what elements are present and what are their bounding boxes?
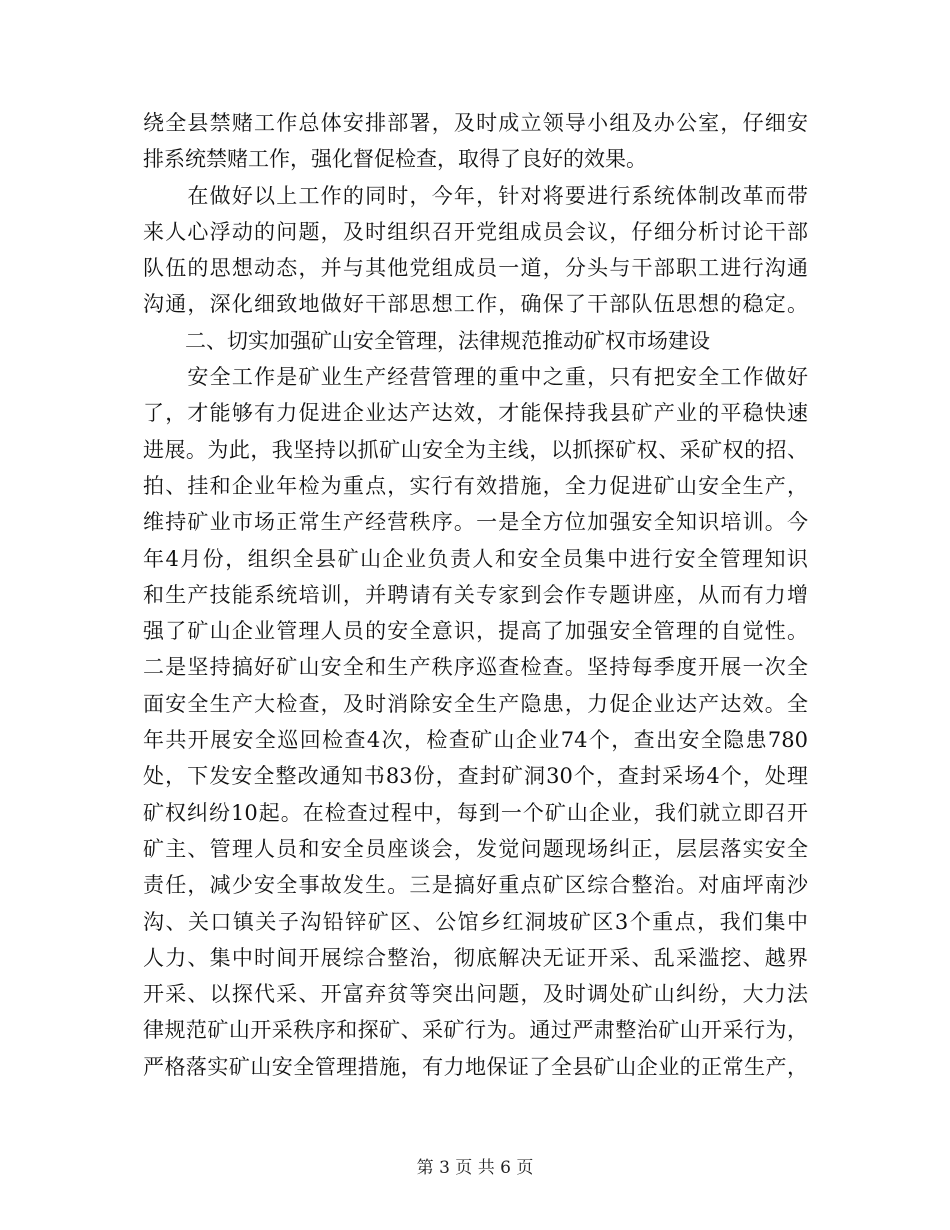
text-line: 年共开展安全巡回检查4次，检查矿山企业74个，查出安全隐患780 [143, 728, 808, 753]
text-line: 人力、集中时间开展综合整治，彻底解决无证开采、乱采滥挖、越界 [143, 945, 808, 970]
text-line: 责任，减少安全事故发生。三是搞好重点矿区综合整治。对庙坪南沙 [143, 873, 808, 898]
text-line: 矿权纠纷10起。在检查过程中，每到一个矿山企业，我们就立即召开 [143, 800, 808, 825]
text-line: 在做好以上工作的同时，今年，针对将要进行系统体制改革而带 [143, 183, 808, 208]
body-text [143, 105, 808, 1085]
text-line: 绕全县禁赌工作总体安排部署，及时成立领导小组及办公室，仔细安 [143, 111, 808, 135]
text-line: 开采、以探代采、开富弃贫等突出问题，及时调处矿山纠纷，大力法 [143, 982, 808, 1007]
text-line: 安全工作是矿业生产经营管理的重中之重，只有把安全工作做好 [143, 365, 808, 390]
text-line: 律规范矿山开采秩序和探矿、采矿行为。通过严肃整治矿山开采行为， [143, 1018, 808, 1043]
text-line: 来人心浮动的问题，及时组织召开党组成员会议，仔细分析讨论干部 [143, 219, 808, 244]
page-footer: 第 3 页 共 6 页 [416, 1158, 534, 1178]
text-line: 维持矿业市场正常生产经营秩序。一是全方位加强安全知识培训。今 [143, 510, 808, 535]
text-line: 强了矿山企业管理人员的安全意识，提高了加强安全管理的自觉性。 [143, 619, 808, 644]
text-line: 严格落实矿山安全管理措施，有力地保证了全县矿山企业的正常生产， [143, 1054, 808, 1079]
text-line: 进展。为此，我坚持以抓矿山安全为主线，以抓探矿权、采矿权的招、 [143, 437, 808, 462]
text-line: 队伍的思想动态，并与其他党组成员一道，分头与干部职工进行沟通 [143, 256, 808, 281]
text-line: 了，才能够有力促进企业达产达效，才能保持我县矿产业的平稳快速 [143, 401, 808, 426]
text-line: 二是坚持搞好矿山安全和生产秩序巡查检查。坚持每季度开展一次全 [143, 655, 808, 680]
text-line: 拍、挂和企业年检为重点，实行有效措施，全力促进矿山安全生产， [143, 473, 808, 498]
text-line: 面安全生产大检查，及时消除安全生产隐患，力促企业达产达效。全 [143, 691, 808, 716]
text-line: 处，下发安全整改通知书83份，查封矿洞30个，查封采场4个，处理 [143, 764, 808, 789]
text-line: 二、切实加强矿山安全管理，法律规范推动矿权市场建设 [143, 328, 710, 353]
text-line: 沟通，深化细致地做好干部思想工作，确保了干部队伍思想的稳定。 [143, 292, 808, 317]
text-line: 排系统禁赌工作，强化督促检查，取得了良好的效果。 [143, 147, 647, 172]
text-line: 和生产技能系统培训，并聘请有关专家到会作专题讲座，从而有力增 [143, 582, 808, 607]
text-line: 年4月份，组织全县矿山企业负责人和安全员集中进行安全管理知识 [143, 546, 808, 571]
text-line: 沟、关口镇关子沟铅锌矿区、公馆乡红洞坡矿区3个重点，我们集中 [143, 909, 808, 934]
text-line: 矿主、管理人员和安全员座谈会，发觉问题现场纠正，层层落实安全 [143, 836, 808, 861]
